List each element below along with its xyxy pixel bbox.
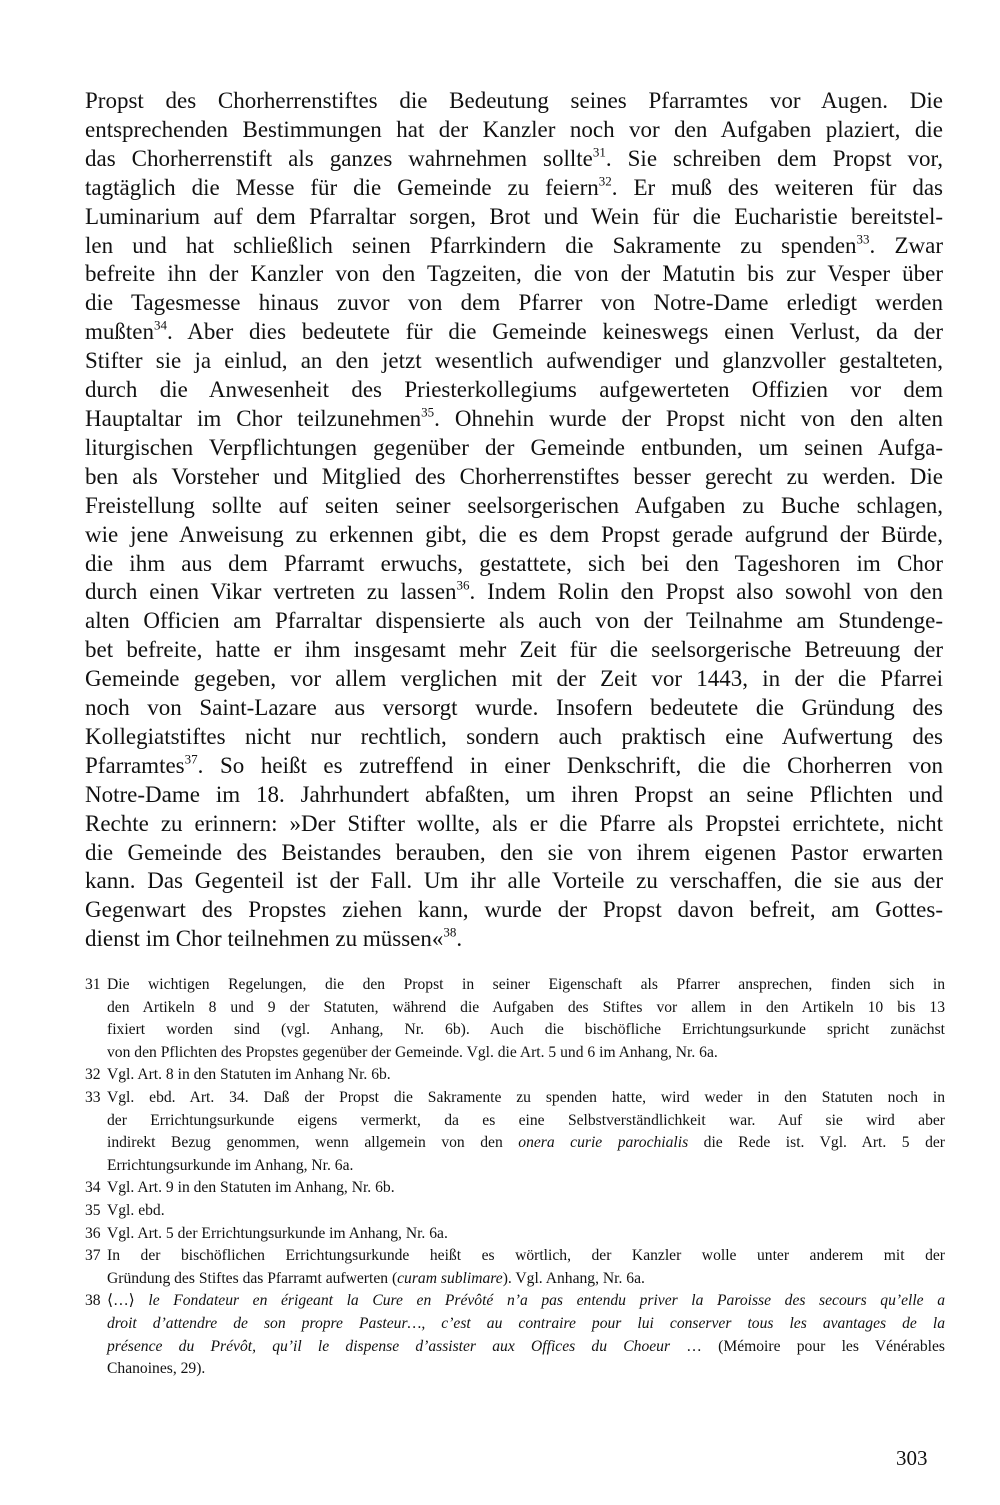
footnote-number: 36: [85, 1224, 101, 1242]
text-run: Vgl. ebd. Art. 34. Daß der Propst die Sakramente zu spenden hatte, wird weder in den Statuten noch in: [107, 1088, 945, 1106]
footnote-reference: 37: [184, 751, 198, 767]
footnote-reference: 34: [154, 317, 167, 333]
text-run: noch von Saint-Lazare aus versorgt wurde. Insofern bedeutete die Gründung des: [85, 695, 943, 721]
footnote-line: [107, 1155, 945, 1178]
body-text-line: [85, 636, 943, 665]
footnote-number: 35: [85, 1201, 101, 1219]
body-text-line: [85, 896, 943, 925]
text-run: .: [456, 926, 463, 952]
body-text-line: [85, 810, 943, 839]
text-run: Notre-Dame im 18. Jahrhundert abfaßten, um ihren Propst an seine Pflichten und: [85, 781, 943, 807]
text-run: den Artikeln 8 und 9 der Statuten, während die Aufgaben des Stiftes vor allem in den Artikeln 10 bis 13: [107, 998, 945, 1016]
footnote-reference: 38: [443, 924, 457, 940]
footnote-number: 37: [85, 1247, 101, 1265]
footnote-line: [107, 1087, 945, 1110]
body-text-line: [85, 492, 943, 521]
body-text-line: [85, 839, 943, 868]
body-text-line: [85, 578, 943, 607]
text-run: Luminarium auf dem Pfarraltar sorgen, Brot und Wein für die Eucharistie bereitstel-: [85, 203, 943, 229]
footnote: [85, 974, 945, 1064]
text-run: entsprechenden Bestimmungen hat der Kanzler noch vor den Aufgaben plaziert, die: [85, 116, 943, 142]
footnote-reference: 33: [856, 230, 870, 246]
italic-text: curam sublimare: [397, 1269, 503, 1287]
text-run: durch die Anwesenheit des Priesterkollegiums aufgewerteten Offizien vor dem: [85, 377, 943, 403]
footnote: [85, 1245, 945, 1290]
footnote-number: 32: [85, 1066, 101, 1084]
footnote-line: [107, 997, 945, 1020]
footnote-number: 38: [85, 1292, 101, 1310]
footnote-line: [107, 1245, 945, 1268]
text-run: der Errichtungsurkunde eigens vermerkt, da es eine Selbstverständlichkeit war. Auf sie wird aber: [107, 1111, 945, 1129]
main-text-block: [85, 87, 943, 954]
text-run: fixiert worden sind (vgl. Anhang, Nr. 6b). Auch die bischöfliche Errichtungsurkunde spricht zunächst: [107, 1021, 945, 1039]
body-text-line: [85, 232, 943, 261]
text-run: Vgl. Art. 8 in den Statuten im Anhang Nr. 6b.: [107, 1066, 391, 1084]
footnote-reference: 36: [456, 577, 470, 593]
text-run: die ihm aus dem Pfarramt erwuchs, gestattete, sich bei den Tageshoren im Chor: [85, 550, 943, 576]
text-run: kann. Das Gegenteil ist der Fall. Um ihr alle Vorteile zu verschaffen, die sie aus der: [85, 868, 943, 894]
italic-text: onera curie parochialis: [518, 1134, 689, 1152]
text-run: Gründung des Stiftes das Pfarramt aufwerten (: [107, 1269, 398, 1287]
text-run: Propst des Chorherrenstiftes die Bedeutung seines Pfarramtes vor Augen. Die: [85, 88, 943, 113]
text-run: . Indem Rolin den Propst also sowohl von den: [469, 579, 943, 605]
footnote-line: [107, 1110, 945, 1133]
body-text-line: [85, 289, 943, 318]
body-text-line: [85, 87, 943, 116]
body-text-line: [85, 925, 943, 954]
italic-text: le Fondateur en érigeant la Cure en Prévôté n’a pas entendu priver la Paroisse des secours qu’elle a: [148, 1292, 945, 1310]
footnote: [85, 1087, 945, 1177]
text-run: Freistellung sollte auf seiten seiner seelsorgerischen Aufgaben zu Buche schlagen,: [85, 492, 943, 518]
body-text-line: [85, 752, 943, 781]
footnote-line: [107, 1177, 945, 1200]
footnote: [85, 1177, 945, 1200]
body-text-line: [85, 867, 943, 896]
body-text-line: [85, 607, 943, 636]
body-text-line: [85, 145, 943, 174]
text-run: dienst im Chor teilnehmen zu müssen«: [85, 926, 444, 952]
footnote: [85, 1290, 945, 1380]
text-run: . Aber dies bedeutete für die Gemeinde keineswegs einen Verlust, da der: [167, 319, 943, 345]
footnote-number: 31: [85, 976, 101, 993]
body-text-line: [85, 405, 943, 434]
text-run: len und hat schließlich seinen Pfarrkindern die Sakramente zu spenden: [85, 232, 857, 258]
text-run: Errichtungsurkunde im Anhang, Nr. 6a.: [107, 1156, 354, 1174]
footnote-line: [107, 1200, 945, 1223]
footnote-reference: 35: [421, 404, 435, 420]
text-run: das Chorherrenstift als ganzes wahrnehmen sollte: [85, 145, 593, 171]
text-run: . Zwar: [869, 232, 943, 258]
body-text-line: [85, 665, 943, 694]
text-run: bet befreite, hatte er ihm insgesamt mehr Zeit für die seelsorgerische Betreuung der: [85, 637, 943, 663]
text-run: die Gemeinde des Beistandes berauben, den sie von ihrem eigenen Pastor erwarten: [85, 839, 943, 865]
text-run: mußten: [85, 319, 154, 345]
text-run: Stifter sie ja einlud, an den jetzt wesentlich aufwendiger und glanzvoller gestalteten,: [85, 348, 943, 374]
text-run: alten Officien am Pfarraltar dispensierte als auch von der Teilnahme am Stundenge-: [85, 608, 943, 634]
italic-text: présence du Prévôt, qu’il le dispense d’assister aux Offices du Choeur: [107, 1337, 671, 1355]
text-run: . So heißt es zutreffend in einer Denkschrift, die die Chorherren von: [197, 752, 943, 778]
footnote-line: [107, 1132, 945, 1155]
text-run: Vgl. Art. 5 der Errichtungsurkunde im Anhang, Nr. 6a.: [107, 1224, 448, 1242]
body-text-line: [85, 174, 943, 203]
text-run: Rechte zu erinnern: »Der Stifter wollte, als er die Pfarre als Propstei errichtete, nicht: [85, 810, 943, 836]
body-text-line: [85, 318, 943, 347]
text-run: Kollegiatstiftes nicht nur rechtlich, sondern auch praktisch eine Aufwertung des: [85, 723, 943, 749]
text-run: Chanoines, 29).: [107, 1360, 206, 1378]
page-number: 303: [896, 1446, 928, 1470]
body-text-line: [85, 376, 943, 405]
footnote-line: [107, 1223, 945, 1246]
footnote: [85, 1223, 945, 1246]
footnote-line: [107, 974, 945, 997]
footnote-line: [107, 1290, 945, 1313]
text-run: Gegenwart des Propstes ziehen kann, wurde der Propst davon befreit, am Gottes-: [85, 897, 943, 923]
body-text-line: [85, 434, 943, 463]
text-run: wie jene Anweisung zu erkennen gibt, die es dem Propst gerade aufgrund der Bürde,: [85, 521, 943, 547]
text-run: Die wichtigen Regelungen, die den Propst in seiner Eigenschaft als Pfarrer ansprechen, finden sich in: [107, 976, 945, 993]
body-text-line: [85, 347, 943, 376]
footnote-number: 34: [85, 1179, 101, 1197]
text-run: indirekt Bezug genommen, wenn allgemein von den: [107, 1134, 519, 1152]
text-run: Gemeinde gegeben, vor allem verglichen mit der Zeit vor 1443, in der die Pfarrei: [85, 666, 943, 692]
footnote-reference: 32: [598, 172, 612, 188]
body-text-line: [85, 116, 943, 145]
footnote: [85, 1200, 945, 1223]
text-run: die Tagesmesse hinaus zuvor von dem Pfarrer von Notre-Dame erledigt werden: [85, 290, 943, 316]
footnotes-block: [85, 974, 945, 1381]
footnote-line: [107, 1064, 945, 1087]
text-run: Vgl. Art. 9 in den Statuten im Anhang, Nr. 6b.: [107, 1179, 395, 1197]
footnote: [85, 1064, 945, 1087]
body-text-line: [85, 521, 943, 550]
text-run: befreite ihn der Kanzler von den Tagzeiten, die von der Matutin bis zur Vesper über: [85, 261, 943, 287]
text-run: die Rede ist. Vgl. Art. 5 der: [688, 1134, 945, 1152]
text-run: . Er muß des weiteren für das: [611, 174, 943, 200]
footnote-line: [107, 1313, 945, 1336]
body-text-line: [85, 550, 943, 579]
text-run: ). Vgl. Anhang, Nr. 6a.: [502, 1269, 645, 1287]
text-run: … (Mémoire pour les Vénérables: [670, 1337, 945, 1355]
text-run: von den Pflichten des Propstes gegenüber der Gemeinde. Vgl. die Art. 5 und 6 im Anhang, Nr. 6a.: [107, 1043, 718, 1061]
footnote-reference: 31: [592, 144, 606, 160]
footnote-line: [107, 1019, 945, 1042]
text-run: ⟨…⟩: [107, 1292, 149, 1310]
footnote-number: 33: [85, 1088, 101, 1106]
text-run: durch einen Vikar vertreten zu lassen: [85, 579, 457, 605]
text-run: liturgischen Verpflichtungen gegenüber der Gemeinde entbunden, um seinen Aufga-: [85, 434, 943, 460]
body-text-line: [85, 463, 943, 492]
text-run: Pfarramtes: [85, 752, 185, 778]
footnote-line: [107, 1336, 945, 1359]
text-run: tagtäglich die Messe für die Gemeinde zu feiern: [85, 174, 599, 200]
body-text-line: [85, 723, 943, 752]
text-run: ben als Vorsteher und Mitglied des Chorherrenstiftes besser gerecht zu werden. Die: [85, 463, 943, 489]
footnote-line: [107, 1268, 945, 1291]
footnote-line: [107, 1042, 945, 1065]
italic-text: droit d’attendre de son propre Pasteur…, c’est au contraire pour lui conserver tous les avantages de la: [107, 1314, 945, 1332]
body-text-line: [85, 694, 943, 723]
body-text-line: [85, 781, 943, 810]
text-run: . Sie schreiben dem Propst vor,: [605, 145, 943, 171]
body-text-line: [85, 203, 943, 232]
text-run: In der bischöflichen Errichtungsurkunde heißt es wörtlich, der Kanzler wolle unter anderem mit der: [107, 1247, 945, 1265]
footnote-line: [107, 1358, 945, 1381]
text-run: Vgl. ebd.: [107, 1201, 165, 1219]
text-run: Hauptaltar im Chor teilzunehmen: [85, 405, 422, 431]
text-run: . Ohnehin wurde der Propst nicht von den alten: [434, 405, 943, 431]
body-text-line: [85, 260, 943, 289]
